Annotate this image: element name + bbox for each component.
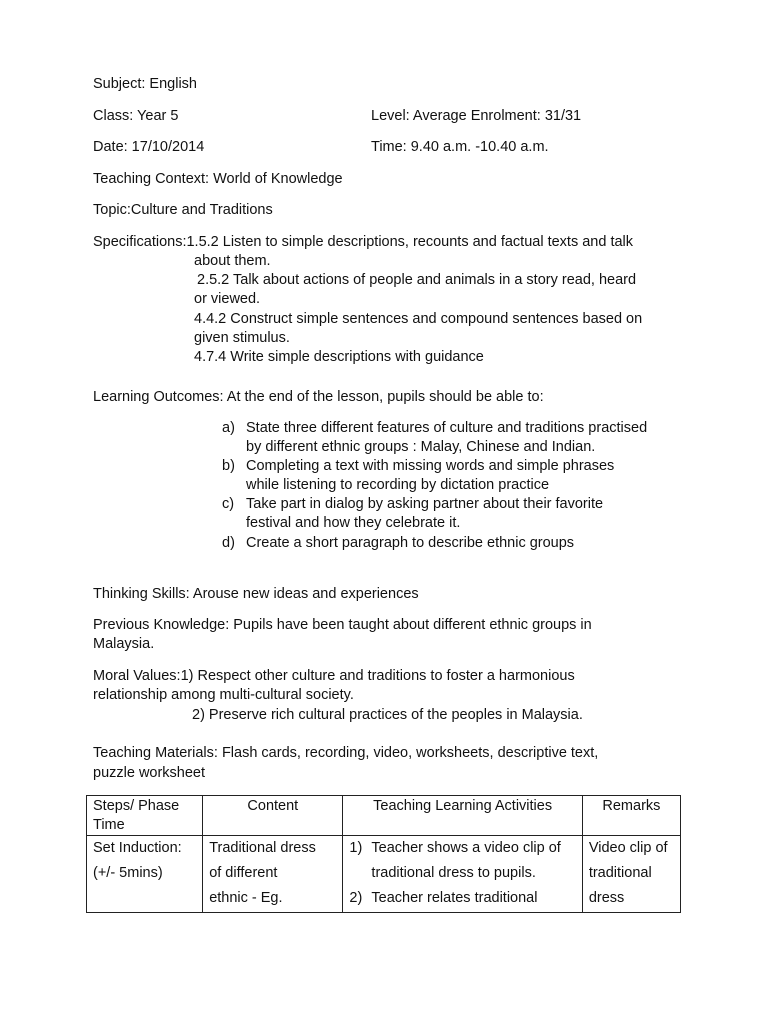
specifications-line-3: 2.5.2 Talk about actions of people and animals in a story read, heard [197, 272, 637, 288]
class-line: Class: Year 5 [93, 108, 179, 124]
outcome-text: Completing a text with missing words and simple phrases [246, 458, 615, 474]
outcome-text-cont: festival and how they celebrate it. [246, 515, 461, 531]
step-line-1: Set Induction: [93, 840, 182, 856]
activity-1-text: Teacher shows a video clip of [371, 840, 561, 856]
teaching-materials-line-1: Teaching Materials: Flash cards, recording, video, worksheets, descriptive text, [93, 745, 599, 761]
outcome-text-cont: by different ethnic groups : Malay, Chinese and Indian. [246, 439, 596, 455]
specifications-line-4: or viewed. [194, 291, 261, 307]
cell-activities [343, 836, 582, 913]
header-remarks: Remarks [582, 796, 680, 836]
remark-line-3: dress [588, 890, 625, 906]
header-steps-line-1: Steps/ Phase [93, 798, 180, 814]
cell-remarks [582, 836, 680, 913]
specifications-line-2: about them. [194, 253, 271, 269]
outcome-text: Create a short paragraph to describe ethnic groups [246, 535, 575, 551]
specifications-line-7: 4.7.4 Write simple descriptions with guidance [194, 349, 484, 365]
activity-2 [349, 886, 575, 911]
specifications-line-1: Specifications:1.5.2 Listen to simple descriptions, recounts and factual texts and talk [93, 234, 634, 250]
header-steps-line-2: Time [93, 817, 125, 833]
content-line-1: Traditional dress [209, 840, 316, 856]
lesson-steps-table [86, 795, 681, 913]
topic-line: Topic:Culture and Traditions [93, 202, 273, 218]
outcome-label: d) [222, 535, 235, 551]
cell-content [203, 836, 343, 913]
moral-values-line-1: Moral Values:1) Respect other culture and traditions to foster a harmonious [93, 668, 575, 684]
learning-outcomes-intro: Learning Outcomes: At the end of the lesson, pupils should be able to: [93, 389, 544, 405]
outcome-text: State three different features of culture and traditions practised [246, 420, 648, 436]
outcome-text-cont: while listening to recording by dictation practice [246, 477, 550, 493]
specifications-line-5: 4.4.2 Construct simple sentences and compound sentences based on [194, 311, 643, 327]
activity-1-text-cont: traditional dress to pupils. [371, 865, 536, 881]
time-line: Time: 9.40 a.m. -10.40 a.m. [371, 139, 549, 155]
content-line-3: ethnic - Eg. [209, 890, 283, 906]
table-header-row [87, 796, 681, 836]
previous-knowledge-line-2: Malaysia. [93, 636, 155, 652]
date-line: Date: 17/10/2014 [93, 139, 205, 155]
previous-knowledge-line-1: Previous Knowledge: Pupils have been taught about different ethnic groups in [93, 617, 592, 633]
subject-line: Subject: English [93, 76, 197, 92]
teaching-context-line: Teaching Context: World of Knowledge [93, 171, 343, 187]
remark-line-2: traditional [588, 865, 652, 881]
specifications-line-6: given stimulus. [194, 330, 290, 346]
thinking-skills-line: Thinking Skills: Arouse new ideas and experiences [93, 586, 419, 602]
header-activities: Teaching Learning Activities [343, 796, 582, 836]
teaching-materials-line-2: puzzle worksheet [93, 765, 206, 781]
header-content: Content [203, 796, 343, 836]
content-line-2: of different [209, 865, 278, 881]
table-row [87, 836, 681, 913]
step-line-2: (+/- 5mins) [93, 865, 163, 881]
remark-line-1: Video clip of [588, 840, 668, 856]
outcome-label: b) [222, 458, 235, 474]
outcome-text: Take part in dialog by asking partner about their favorite [246, 496, 604, 512]
outcome-label: a) [222, 420, 235, 436]
outcome-label: c) [222, 496, 235, 512]
moral-values-line-3: 2) Preserve rich cultural practices of the peoples in Malaysia. [192, 707, 583, 723]
level-line: Level: Average Enrolment: 31/31 [371, 108, 582, 124]
activity-1 [349, 836, 575, 861]
header-steps [87, 796, 203, 836]
activity-2-text: Teacher relates traditional [371, 890, 538, 906]
moral-values-line-2: relationship among multi-cultural society. [93, 687, 354, 703]
activity-2-number: 2) [349, 890, 363, 906]
cell-steps [87, 836, 203, 913]
activity-1-number: 1) [349, 840, 363, 856]
